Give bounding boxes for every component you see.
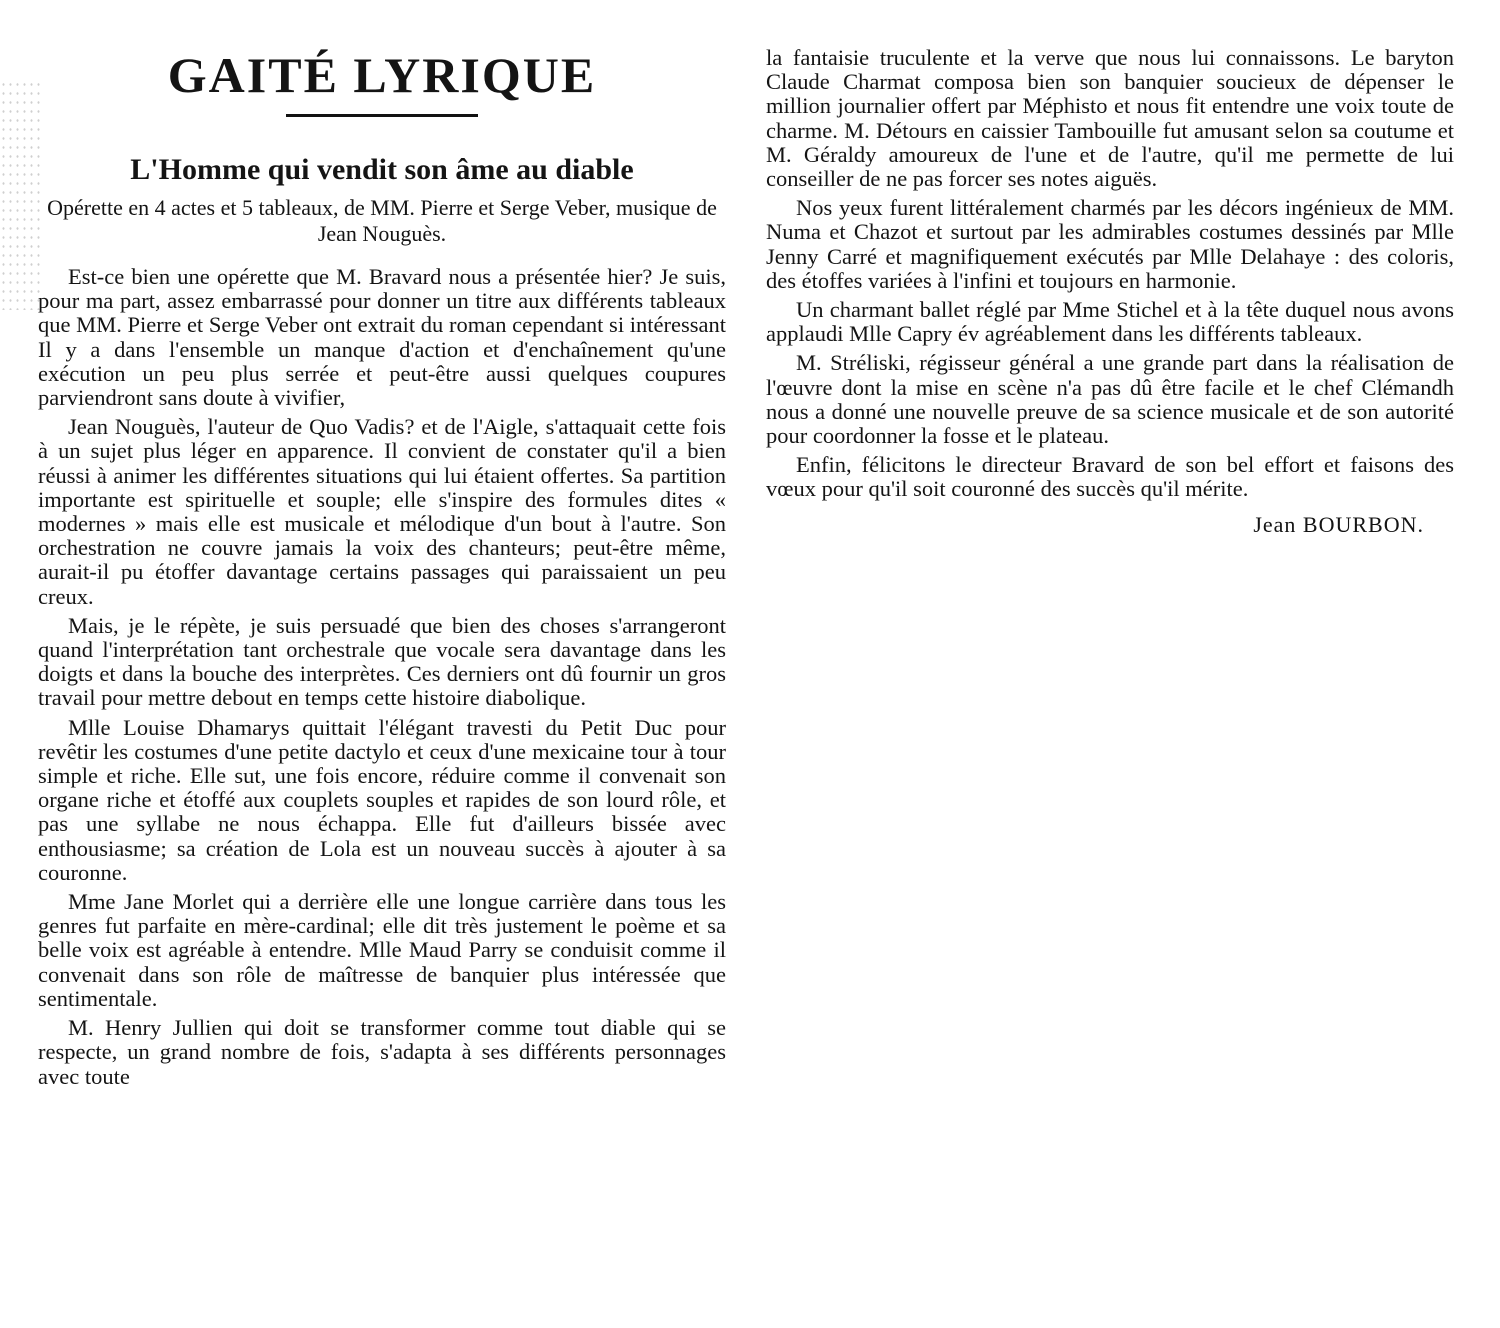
paragraph: Jean Nouguès, l'auteur de Quo Vadis? et de l'Aigle, s'attaquait cette fois à un sujet plus léger en apparence. Il convient de constater qu'il a bien réussi à animer les différentes situations qui lui étaient offertes. Sa partition importante est spirituelle et souple; elle s'inspire des formules dites « modernes » mais elle est musicale et mélodique d'un bout à l'autre. Son orchestration ne couvre jamais la voix des chanteurs; peut-être même, aurait-il pu étoffer davantage certains passages qui paraissaient un peu creux. [38,414,726,609]
left-column [38,0,726,1094]
paragraph: Mais, je le répète, je suis persuadé que bien des choses s'arrangeront quand l'interprétation tant orchestrale que vocale sera davantage dans les doigts et dans la bouche des interprètes. Ces derniers ont dû fournir un gros travail pour mettre debout en temps cette histoire diabolique. [38,612,726,711]
paragraph: M. Henry Jullien qui doit se transformer comme tout diable qui se respecte, un grand nombre de fois, s'adapta à ses différents personnages avec toute [38,1015,726,1089]
paragraph: Mlle Louise Dhamarys quittait l'élégant travesti du Petit Duc pour revêtir les costumes d'une petite dactylo et ceux d'une mexicaine tour à tour simple et riche. Elle sut, une fois encore, réduire comme il convenait son organe riche et étoffé aux couplets souples et rapides de son lourd rôle, et pas une syllabe ne nous échappa. Elle fut d'ailleurs bissée avec enthousiasme; sa création de Lola est un nouveau succès à ajouter à sa couronne. [38,714,726,885]
article-subtitle: L'Homme qui vendit son âme au diable [130,153,634,186]
scan-noise [0,80,40,310]
paragraph: Est-ce bien une opérette que M. Bravard nous a présentée hier? Je suis, pour ma part, assez embarrassé pour donner un titre aux différents tableaux que MM. Pierre et Serge Veber ont extrait du roman cependant si intéressant Il y a dans l'ensemble un manque d'action et d'enchaînement qu'une exécution un peu plus serrée et peut-être aussi quelques coupures parviendront sans doute à vivifier, [38,264,726,411]
paragraph: Un charmant ballet réglé par Mme Stichel et à la tête duquel nous avons applaudi Mlle Capry év agréablement dans les différents tableaux. [766,297,1454,347]
article-credits: Opérette en 4 actes et 5 tableaux, de MM. Pierre et Serge Veber, musique de Jean Nouguès. [47,195,717,246]
paragraph: Enfin, félicitons le directeur Bravard de son bel effort et faisons des vœux pour qu'il soit couronné des succès qu'il mérite. [766,452,1454,502]
paragraph: M. Stréliski, régisseur général a une grande part dans la réalisation de l'œuvre dont la mise en scène n'a pas dû être facile et le chef Clémandh nous a donné une nouvelle preuve de sa science musicale et de son autorité pour coordonner la fosse et le plateau. [766,350,1454,449]
author-signature: Jean BOURBON. [1253,511,1424,537]
article-header [38,47,726,247]
title-rule [286,114,478,117]
paragraph: Mme Jane Morlet qui a derrière elle une longue carrière dans tous les genres fut parfaite en mère-cardinal; elle dit très justement le poème et sa belle voix est agréable à entendre. Mlle Maud Parry se conduisit comme il convenait dans son rôle de maîtresse de banquier plus intéressée que sentimentale. [38,889,726,1011]
left-body [38,265,726,1089]
paragraph-continued: la fantaisie truculente et la verve que nous lui connaissons. Le baryton Claude Charmat composa bien son banquier soucieux de dépenser le million journalier offert par Méphisto et nous fit entendre une voix toute de charme. M. Détours en caissier Tambouille fut amusant selon sa coutume et M. Géraldy amoureux de l'une et de l'autre, qu'il me permette de lui conseiller de ne pas forcer ses notes aiguës. [766,45,1454,192]
article-title: GAITÉ LYRIQUE [167,47,597,103]
right-body [766,46,1454,502]
paragraph: Nos yeux furent littéralement charmés par les décors ingénieux de MM. Numa et Chazot et surtout par les admirables costumes dessinés par Mlle Jenny Carré et magnifiquement exécutés par Mlle Delahaye : des coloris, des étoffes variées à l'infini et toujours en harmonie. [766,195,1454,293]
right-column [766,0,1454,538]
